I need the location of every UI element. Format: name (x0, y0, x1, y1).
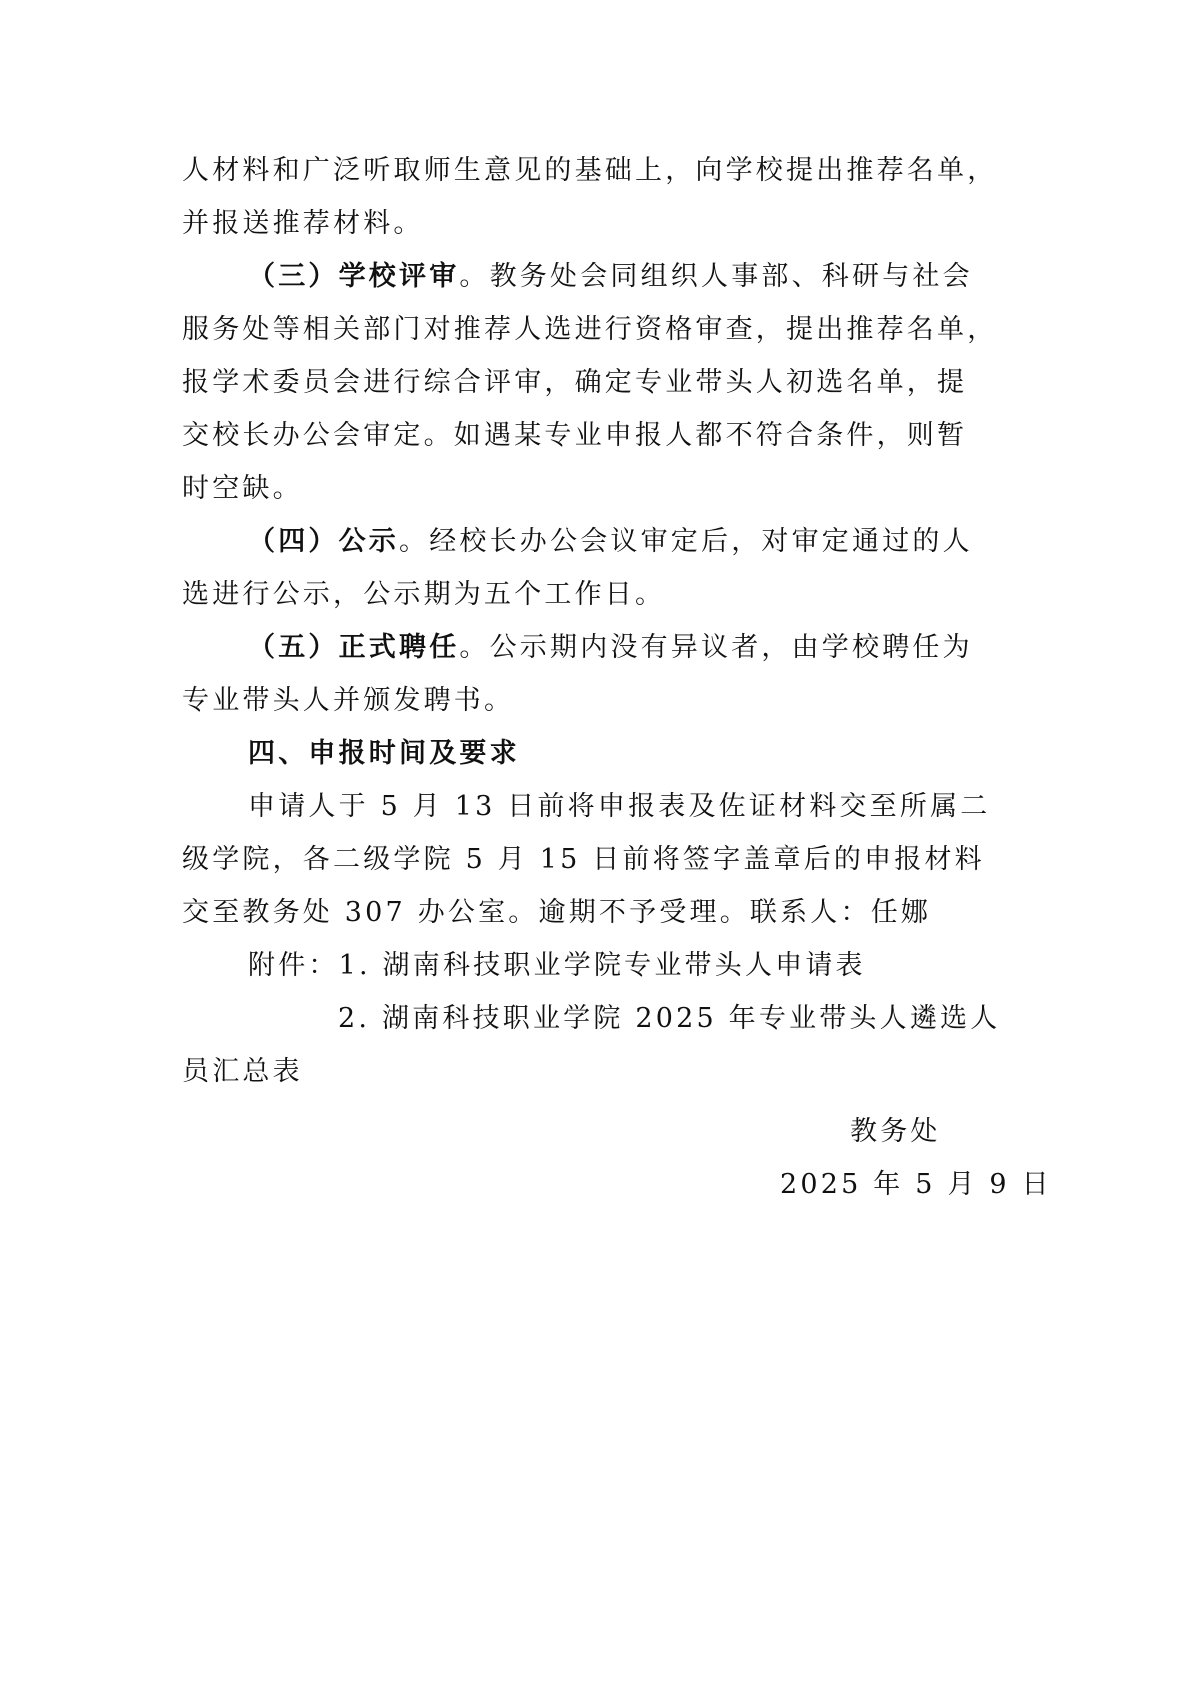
paragraph-line: 报学术委员会进行综合评审，确定专业带头人初选名单，提 (182, 367, 968, 398)
section-five-label: （五）正式聘任 (248, 632, 460, 663)
section-four-text: 。经校长办公会议审定后，对审定通过的人 (399, 526, 973, 557)
paragraph-line: 并报送推荐材料。 (182, 208, 424, 239)
paragraph-line: 申请人于 5 月 13 日前将申报表及佐证材料交至所属二 (248, 791, 991, 822)
attachment-line: 附件：1. 湖南科技职业学院专业带头人申请表 (248, 950, 866, 981)
paragraph-line: 服务处等相关部门对推荐人选进行资格审查，提出推荐名单， (182, 314, 998, 345)
date: 2025 年 5 月 9 日 (780, 1169, 1052, 1200)
section-five-text: 。公示期内没有异议者，由学校聘任为 (459, 632, 973, 663)
signature: 教务处 (850, 1116, 941, 1147)
section-four-label: （四）公示 (248, 526, 399, 557)
paragraph-line: 人材料和广泛听取师生意见的基础上，向学校提出推荐名单， (182, 155, 998, 186)
section-three-text: 。教务处会同组织人事部、科研与社会 (459, 261, 973, 292)
section-heading: 四、申报时间及要求 (248, 738, 520, 769)
section-three-label: （三）学校评审 (248, 261, 460, 292)
attachment-line: 员汇总表 (182, 1056, 303, 1087)
paragraph-line: 专业带头人并颁发聘书。 (182, 685, 515, 716)
attachment-line: 2. 湖南科技职业学院 2025 年专业带头人遴选人 (338, 1003, 1001, 1034)
section-three-line (248, 259, 973, 295)
paragraph-line: 交至教务处 307 办公室。逾期不予受理。联系人：任娜 (182, 897, 932, 928)
paragraph-line: 时空缺。 (182, 473, 303, 504)
section-four-line (248, 524, 973, 560)
paragraph-line: 交校长办公会审定。如遇某专业申报人都不符合条件，则暂 (182, 420, 968, 451)
section-five-line (248, 630, 973, 666)
paragraph-line: 选进行公示，公示期为五个工作日。 (182, 579, 666, 610)
paragraph-line: 级学院，各二级学院 5 月 15 日前将签字盖章后的申报材料 (182, 844, 985, 875)
